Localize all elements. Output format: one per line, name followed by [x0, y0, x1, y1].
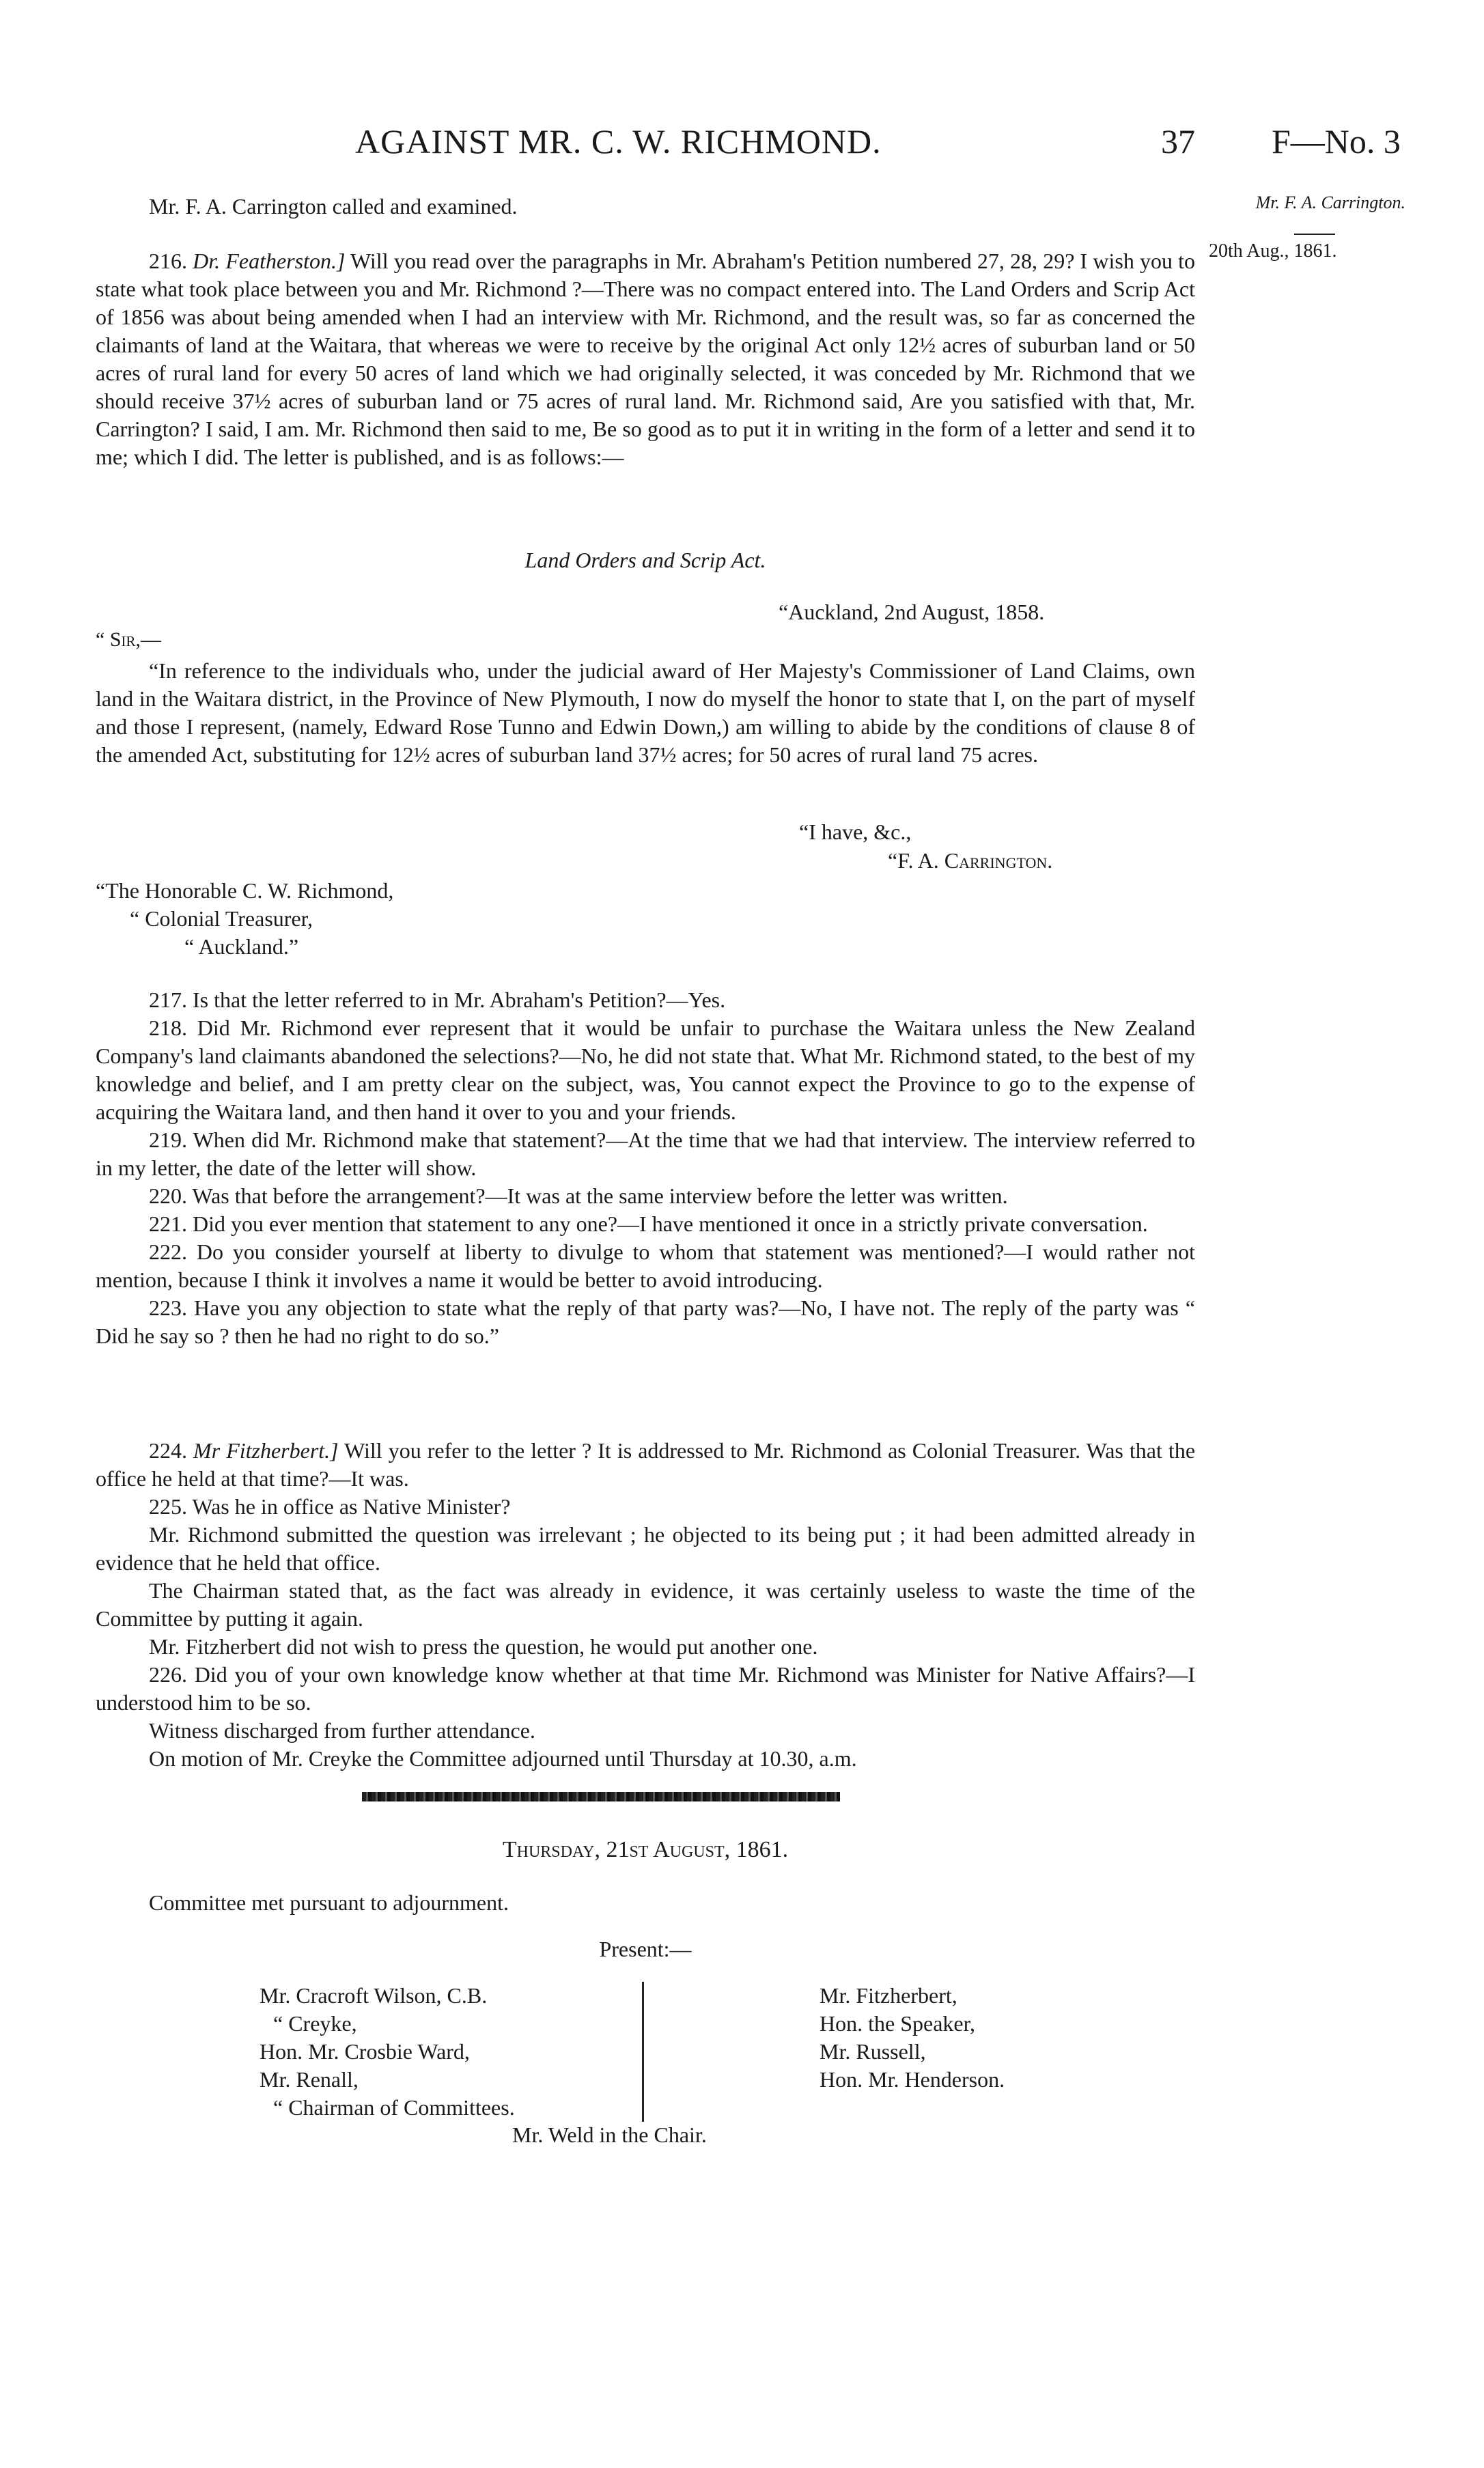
qa-paragraph: 225. Was he in office as Native Minister? [149, 1494, 511, 1519]
question-224-text [96, 1437, 1195, 1493]
member-name: Mr. Renall, [260, 2067, 359, 2092]
qa-paragraph: 219. When did Mr. Richmond make that statement?—At the time that we had that interview. The interview referred to in my letter, the date of the letter will show. [96, 1127, 1195, 1180]
session-date-heading: Thursday, 21st August, 1861. [502, 1837, 789, 1862]
qa-paragraph: Mr. Richmond submitted the question was irrelevant ; he objected to its being put ; it had been admitted already in evidence that he held that office. [96, 1522, 1195, 1575]
page-number: 37 [1161, 122, 1195, 160]
qa-block-2 [96, 1493, 1195, 1773]
question-speaker: Mr Fitzherbert.] [193, 1438, 339, 1463]
member-name: Hon. Mr. Henderson. [820, 2067, 1005, 2092]
member-name: Mr. Fitzherbert, [820, 1983, 957, 2008]
qa-paragraph: 222. Do you consider yourself at liberty to divulge to whom that statement was mentioned?—I would rather not mention, because I think it involves a name it would be better to avoid introducing. [96, 1239, 1195, 1292]
qa-block-1 [96, 986, 1195, 1350]
paper-number: F—No. 3 [1272, 122, 1401, 160]
qa-paragraph: 218. Did Mr. Richmond ever represent that it would be unfair to purchase the Waitara unless the New Zealand Company's land claimants abandoned the selections?—No, he did not state that. What Mr. Richmond stated, to the best of my knowledge and belief, and I am pretty clear on the subject, was, You cannot expect the Province to go to the expense of acquiring the Waitara land, and then hand it over to you and your friends. [96, 1015, 1195, 1124]
letter-place-date: “Auckland, 2nd August, 1858. [779, 600, 1045, 624]
margin-date: 20th Aug., 1861. [1209, 240, 1337, 262]
addressee-line-2: “ Colonial Treasurer, [130, 906, 313, 931]
qa-paragraph: On motion of Mr. Creyke the Committee adjourned until Thursday at 10.30, a.m. [149, 1746, 857, 1771]
question-body: Will you refer to the letter ? It is addressed to Mr. Richmond as Colonial Treasurer. Was that the office he held at that time?—It was. [96, 1438, 1196, 1491]
letter-body-block [96, 657, 1195, 769]
letter-signature: “F. A. Carrington. [888, 848, 1053, 873]
member-name: Mr. Russell, [820, 2039, 926, 2064]
present-list-right [820, 1982, 1147, 2094]
member-name: Hon. Mr. Crosbie Ward, [260, 2039, 470, 2064]
letter-heading: Land Orders and Scrip Act. [524, 548, 766, 572]
letter-heading-block [96, 546, 1195, 574]
intro-line: Mr. F. A. Carrington called and examined. [149, 194, 518, 219]
question-216 [96, 247, 1195, 471]
question-number: 224. [149, 1438, 187, 1463]
qa-paragraph: 223. Have you any objection to state what the reply of that party was?—No, I have not. The reply of the party was “ Did he say so ? then he had no right to do so.” [96, 1295, 1195, 1348]
question-216-text [96, 247, 1195, 471]
question-body: Will you read over the paragraphs in Mr. Abraham's Petition numbered 27, 28, 29? I wish you to state what took place between you and Mr. Richmond ?—There was no compact entered into. The Land Orders and Scrip Act of 1856 was about being amended when I had an interview with Mr. Richmond, and the result was, so far as concerned the claimants of land at the Waitara, that whereas we were to receive by the original Act only 12½ acres of suburban land or 50 acres of rural land for every 50 acres of land which we had originally selected, it was conceded by Mr. Richmond that we should receive 37½ acres of suburban land or 75 acres of rural land. Mr. Richmond said, Are you satisfied with that, Mr. Carrington? I said, I am. Mr. Richmond then said to me, Be so good as to put it in writing in the form of a letter and send it to me; which I did. The letter is published, and is as follows:— [96, 249, 1196, 469]
qa-paragraph: 221. Did you ever mention that statement to any one?—I have mentioned it once in a strictly private conversation. [149, 1211, 1148, 1236]
qa-paragraph: The Chairman stated that, as the fact was already in evidence, it was certainly useless to waste the time of the Committee by putting it again. [96, 1578, 1195, 1631]
section-separator [362, 1792, 840, 1801]
letter-addressee [96, 877, 393, 961]
letter-salutation: “ Sir,— [96, 628, 161, 651]
question-speaker: Dr. Featherston.] [193, 249, 346, 273]
letter-body: “In reference to the individuals who, under the judicial award of Her Majesty's Commissioner of Land Claims, own land in the Waitara district, in the Province of New Plymouth, I now do myself the honor to state that I, on the part of myself and those I represent, (namely, Edward Rose Tunno and Edwin Down,) am willing to abide by the conditions of clause 8 of the amended Act, substituting for 12½ acres of suburban land 37½ acres; for 50 acres of rural land 75 acres. [96, 658, 1195, 767]
qa-paragraph: Mr. Fitzherbert did not wish to press the question, he would put another one. [149, 1634, 818, 1659]
margin-rule [1294, 234, 1335, 235]
member-name: Hon. the Speaker, [820, 2011, 975, 2036]
margin-witness-name: Mr. F. A. Carrington. [1255, 193, 1405, 212]
page-header-title: AGAINST MR. C. W. RICHMOND. [355, 122, 882, 160]
member-name: Mr. Cracroft Wilson, C.B. [260, 1983, 488, 2008]
session-met: Committee met pursuant to adjournment. [149, 1890, 509, 1915]
column-divider [642, 1982, 648, 2122]
present-label: Present:— [599, 1937, 692, 1961]
letter-closing: “I have, &c., [799, 819, 912, 844]
qa-paragraph: Witness discharged from further attendance. [149, 1718, 535, 1743]
intro-block [96, 193, 1195, 221]
question-number: 216. [149, 249, 187, 273]
member-name: “ Chairman of Committees. [273, 2095, 515, 2120]
question-224 [96, 1437, 1195, 1493]
chair-line: Mr. Weld in the Chair. [512, 2122, 707, 2147]
addressee-line-3: “ Auckland.” [184, 934, 299, 959]
qa-paragraph: 217. Is that the letter referred to in Mr. Abraham's Petition?—Yes. [149, 987, 726, 1012]
addressee-line-1: “The Honorable C. W. Richmond, [96, 878, 394, 903]
member-name: “ Creyke, [273, 2011, 357, 2036]
qa-paragraph: 220. Was that before the arrangement?—It was at the same interview before the letter was written. [149, 1183, 1008, 1208]
qa-paragraph: 226. Did you of your own knowledge know whether at that time Mr. Richmond was Minister for Native Affairs?—I understood him to be so. [96, 1662, 1195, 1715]
present-list-left [260, 1982, 642, 2122]
